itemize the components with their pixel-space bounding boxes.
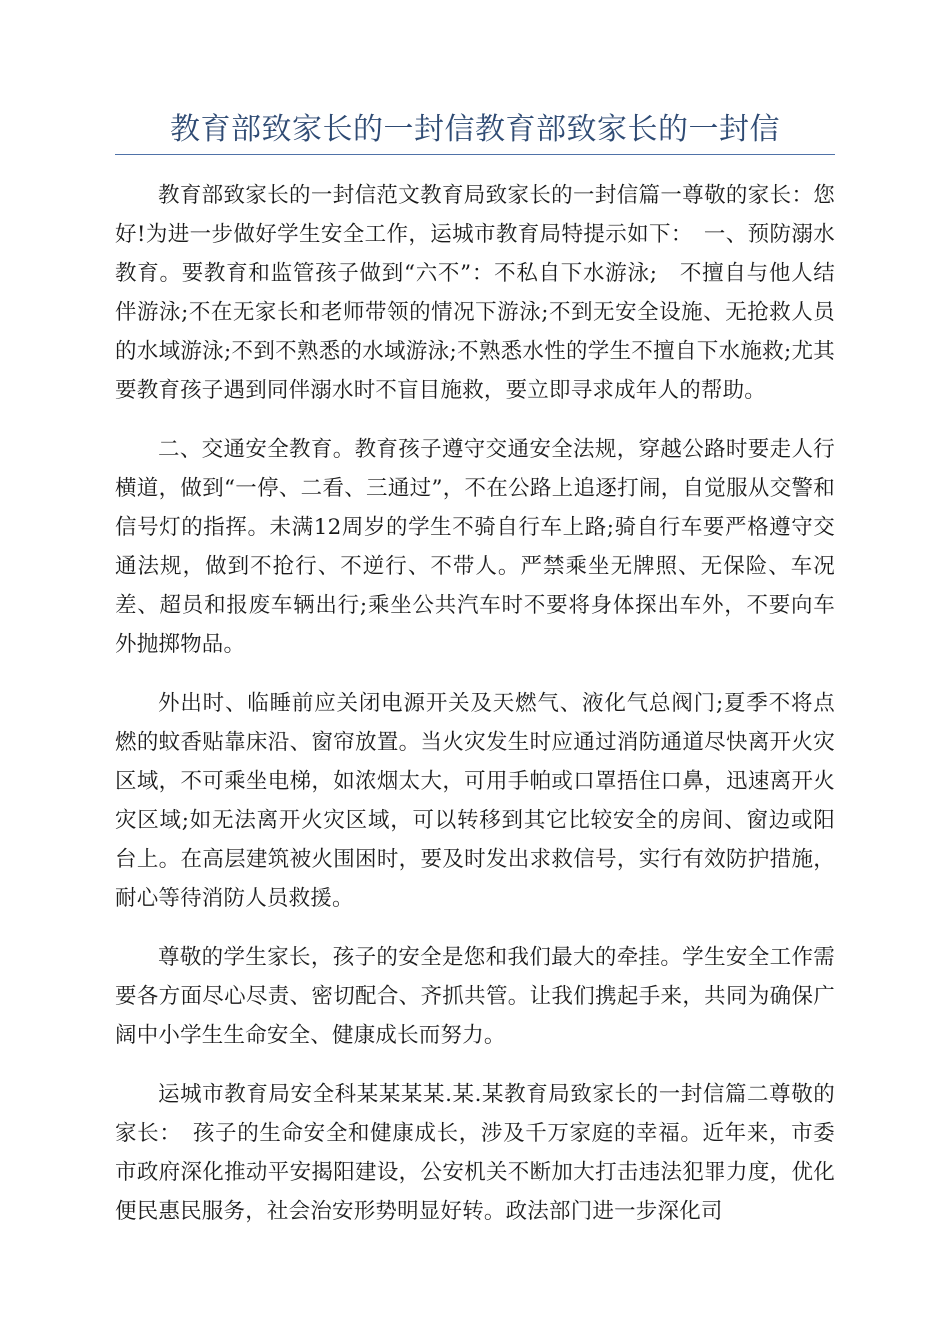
paragraph-1: 教育部致家长的一封信范文教育局致家长的一封信篇一尊敬的家长：您好!为进一步做好学生安全工作，运城市教育局特提示如下： 一、预防溺水教育。要教育和监管孩子做到“六不”：不私自下水游泳; 不擅自与他人结伴游泳;不在无家长和老师带领的情况下游泳;不到无安全设施、无抢救人员的水域游泳;不到不熟悉的水域游泳;不熟悉水性的学生不擅自下水施救;尤其要教育孩子遇到同伴溺水时不盲目施救，要立即寻求成年人的帮助。 <box>115 183 835 403</box>
paragraph-2: 二、交通安全教育。教育孩子遵守交通安全法规，穿越公路时要走人行横道，做到“一停、二看、三通过”，不在公路上追逐打闹，自觉服从交警和信号灯的指挥。未满12周岁的学生不骑自行车上路;骑自行车要严格遵守交通法规，做到不抢行、不逆行、不带人。严禁乘坐无牌照、无保险、车况差、超员和报废车辆出行;乘坐公共汽车时不要将身体探出车外，不要向车外抛掷物品。 <box>115 437 835 657</box>
title-underline <box>115 154 835 155</box>
document-title: 教育部致家长的一封信教育部致家长的一封信 <box>170 112 780 147</box>
paragraph-3: 外出时、临睡前应关闭电源开关及天燃气、液化气总阀门;夏季不将点燃的蚊香贴靠床沿、窗帘放置。当火灾发生时应通过消防通道尽快离开火灾区域，不可乘坐电梯，如浓烟太大，可用手帕或口罩捂住口鼻，迅速离开火灾区域;如无法离开火灾区域，可以转移到其它比较安全的房间、窗边或阳台上。在高层建筑被火围困时，要及时发出求救信号，实行有效防护措施，耐心等待消防人员救援。 <box>115 691 835 911</box>
document-body <box>115 176 835 1251</box>
paragraph-5: 运城市教育局安全科某某某某.某.某教育局致家长的一封信篇二尊敬的家长： 孩子的生命安全和健康成长，涉及千万家庭的幸福。近年来，市委市政府深化推动平安揭阳建设，公安机关不断加大打击违法犯罪力度，优化便民惠民服务，社会治安形势明显好转。政法部门进一步深化司 <box>115 1082 835 1224</box>
paragraph-4: 尊敬的学生家长，孩子的安全是您和我们最大的牵挂。学生安全工作需要各方面尽心尽责、密切配合、齐抓共管。让我们携起手来，共同为确保广阔中小学生生命安全、健康成长而努力。 <box>115 945 835 1048</box>
